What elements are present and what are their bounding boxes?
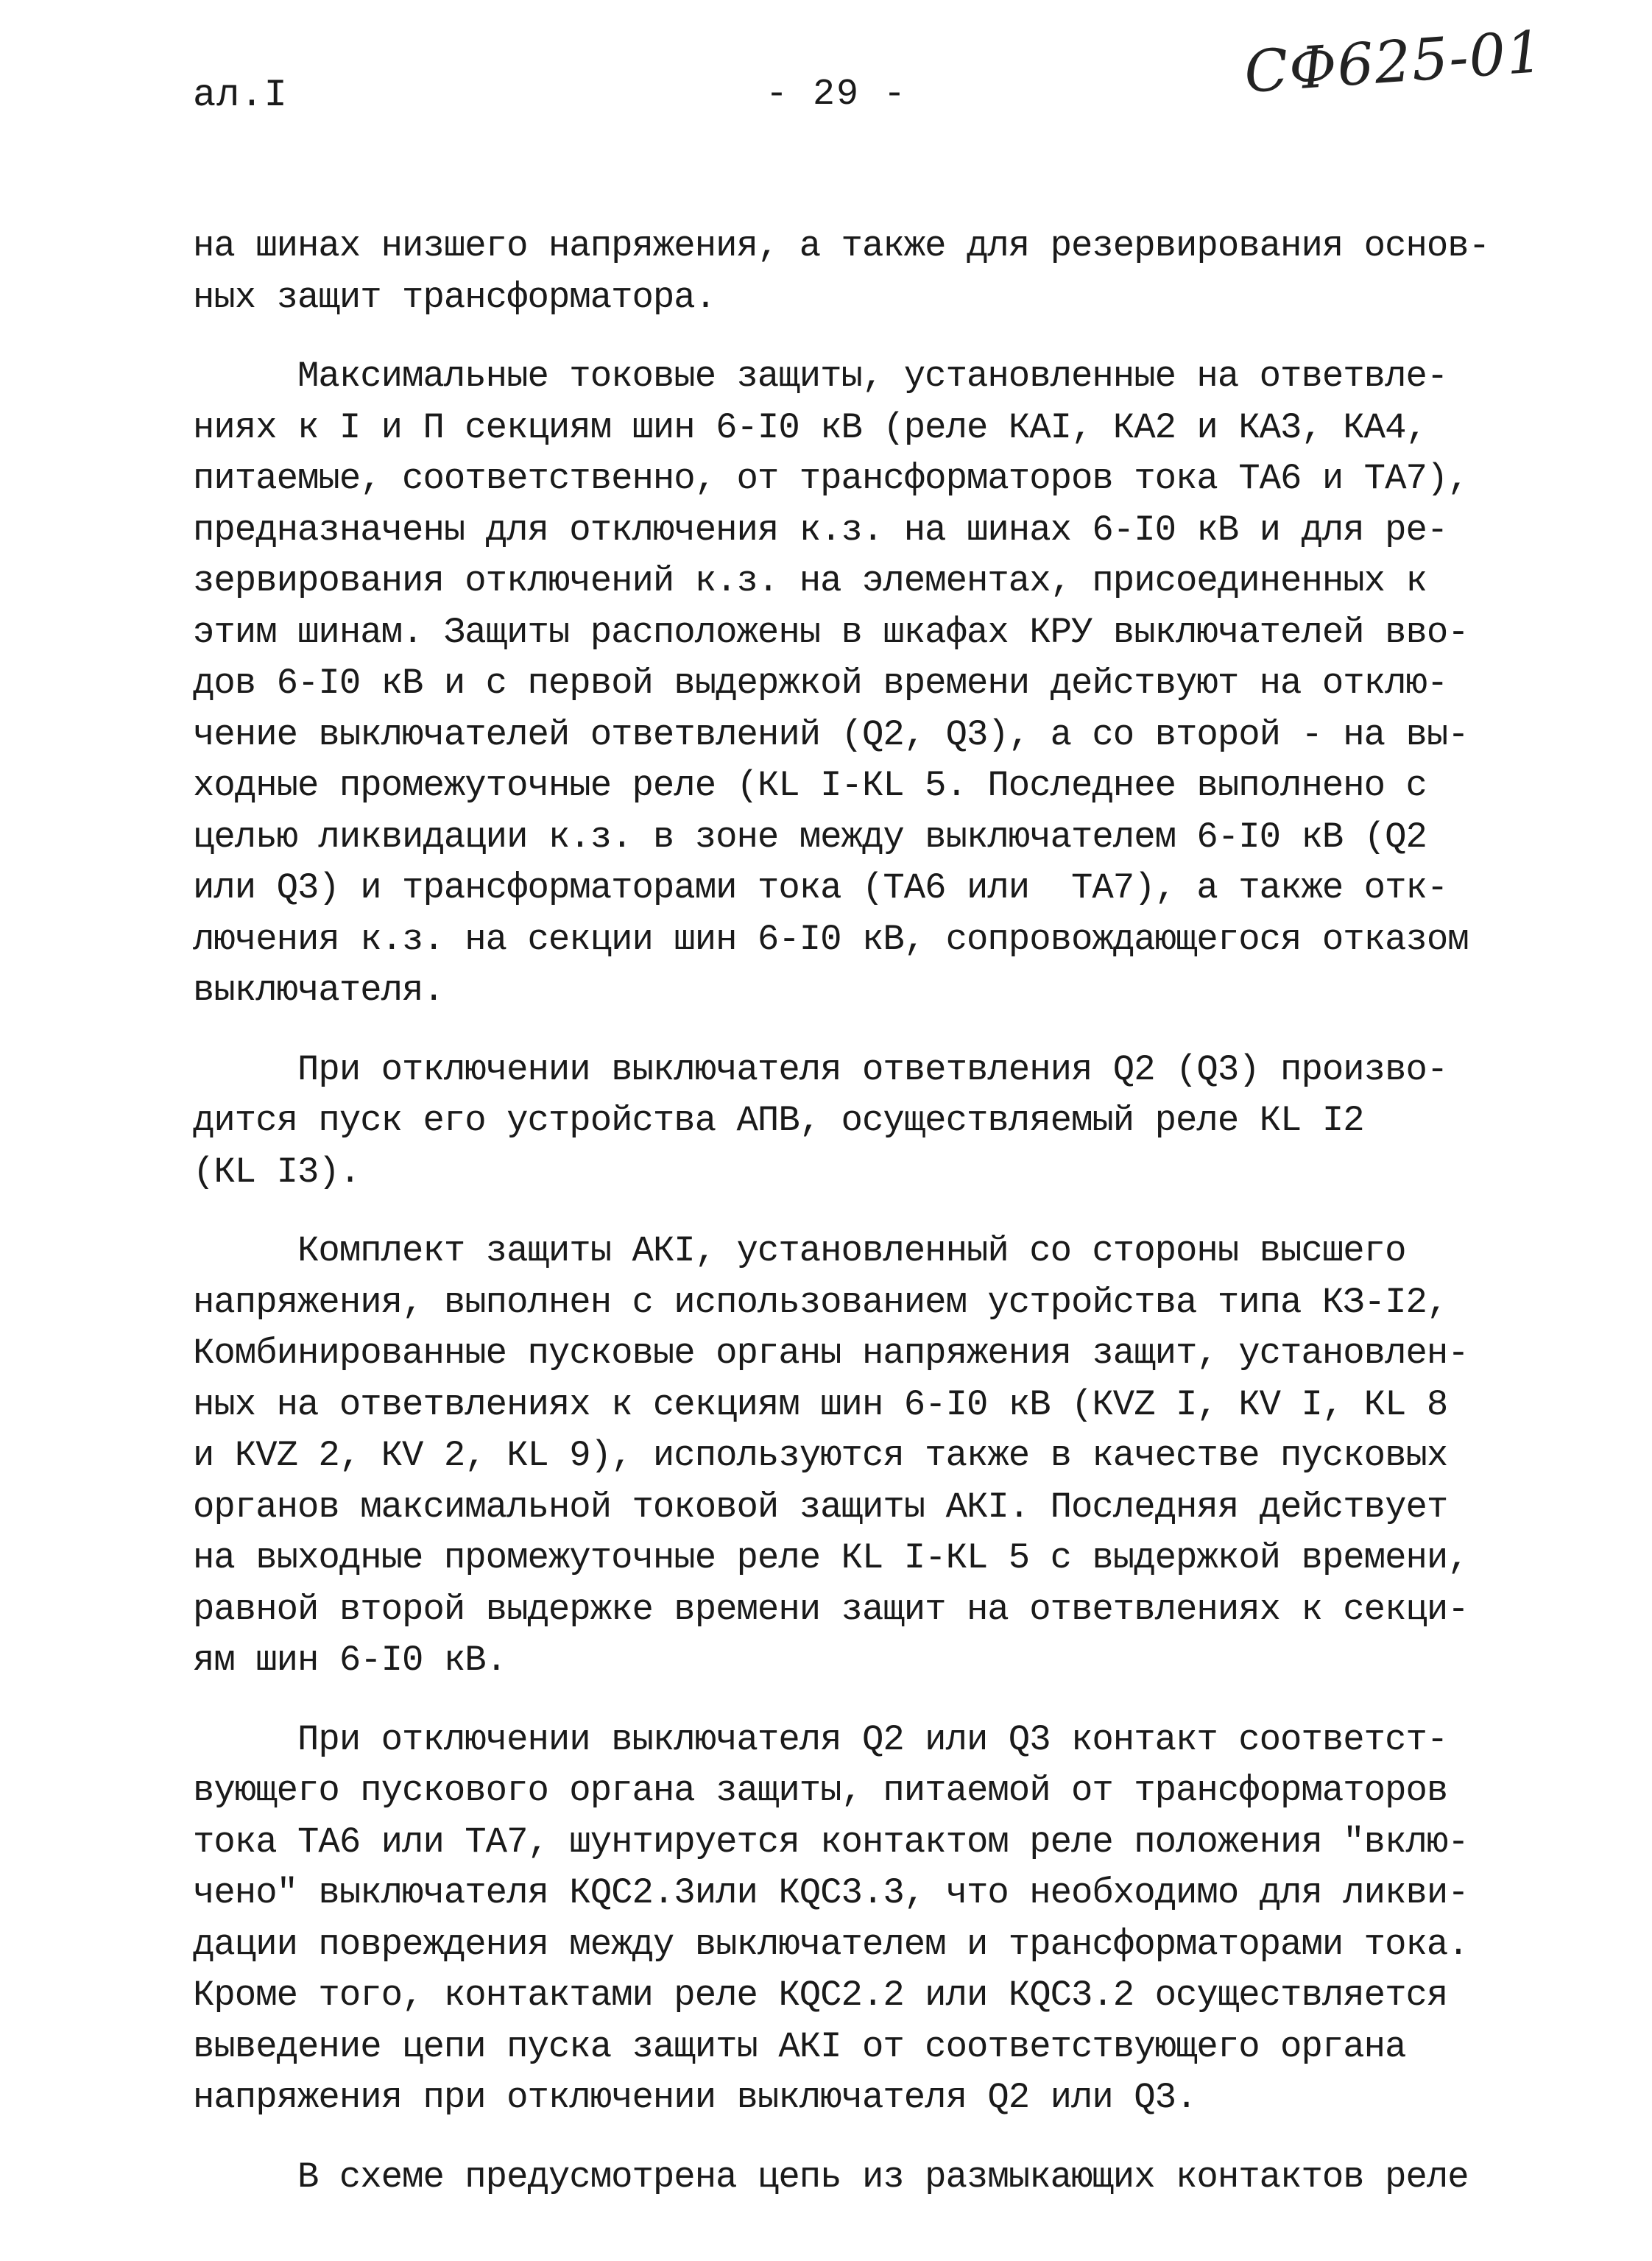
text-line: дации повреждения между выключателем и трансформаторами тока.: [193, 1923, 1469, 1965]
text-line: зервирования отключений к.з. на элементах, присоединенных к: [193, 560, 1427, 602]
text-line: этим шинам. Защиты расположены в шкафах КРУ выключателей вво-: [193, 611, 1469, 653]
page-number: - 29 -: [766, 74, 908, 116]
text-line: Комбинированные пусковые органы напряжения защит, установлен-: [193, 1333, 1469, 1374]
text-line: выведение цепи пуска защиты АКI от соответствующего органа: [193, 2025, 1406, 2067]
paragraph-spacer: [193, 1198, 1489, 1226]
paragraph-spacer: [193, 323, 1489, 351]
text-line: напряжения, выполнен с использованием устройства типа КЗ-I2,: [193, 1281, 1448, 1323]
text-line: (КL I3).: [193, 1151, 361, 1193]
paragraph: [193, 351, 1489, 1017]
document-body: [193, 221, 1489, 2203]
text-line: чено" выключателя КQС2.3или КQС3.3, что необходимо для ликви-: [193, 1872, 1469, 1913]
paragraph-spacer: [193, 2124, 1489, 2152]
text-line: предназначены для отключения к.з. на шинах 6-I0 кВ и для ре-: [193, 509, 1448, 551]
text-line: Кроме того, контактами реле КQС2.2 или КQС3.2 осуществляется: [193, 1975, 1448, 2016]
text-line: дов 6-I0 кВ и с первой выдержкой времени действуют на отклю-: [193, 663, 1448, 704]
text-line: и КVZ 2, КV 2, КL 9), используются также в качестве пусковых: [193, 1435, 1448, 1476]
text-line: ниях к I и П секциям шин 6-I0 кВ (реле КАI, КА2 и КА3, КА4,: [193, 406, 1427, 448]
text-line: Комплект защиты АКI, установленный со стороны высшего: [193, 1230, 1406, 1271]
text-line: целью ликвидации к.з. в зоне между выключателем 6-I0 кВ (Q2: [193, 816, 1427, 858]
text-line: на шинах низшего напряжения, а также для резервирования основ-: [193, 225, 1490, 267]
text-line: Максимальные токовые защиты, установленные на ответвле-: [193, 356, 1448, 397]
text-line: органов максимальной токовой защиты АКI. Последняя действует: [193, 1486, 1448, 1528]
text-line: питаемые, соответственно, от трансформаторов тока ТА6 и ТА7),: [193, 458, 1469, 499]
text-line: При отключении выключателя ответвления Q2 (Q3) произво-: [193, 1048, 1448, 1090]
text-line: ных защит трансформатора.: [193, 276, 716, 318]
text-line: напряжения при отключении выключателя Q2 или Q3.: [193, 2077, 1197, 2118]
paragraph: [193, 1715, 1489, 2124]
text-line: чение выключателей ответвлений (Q2, Q3), а со второй - на вы-: [193, 713, 1469, 755]
text-line: В схеме предусмотрена цепь из размыкающих контактов реле: [193, 2156, 1469, 2198]
paragraph: [193, 2152, 1489, 2204]
sheet-label: ал.I: [193, 74, 288, 117]
paragraph-spacer: [193, 1687, 1489, 1715]
text-line: на выходные промежуточные реле КL I-КL 5 с выдержкой времени,: [193, 1537, 1469, 1579]
text-line: При отключении выключателя Q2 или Q3 контакт соответст-: [193, 1718, 1448, 1760]
text-line: дится пуск его устройства АПВ, осуществляемый реле КL I2: [193, 1100, 1364, 1141]
text-line: лючения к.з. на секции шин 6-I0 кВ, сопровождающегося отказом: [193, 918, 1469, 960]
paragraph: [193, 1045, 1489, 1199]
handwritten-document-code: СФ625-01: [1242, 18, 1546, 107]
text-line: вующего пускового органа защиты, питаемой от трансформаторов: [193, 1770, 1448, 1811]
text-line: тока ТА6 или ТА7, шунтируется контактом реле положения "вклю-: [193, 1821, 1469, 1863]
paragraph: [193, 1226, 1489, 1687]
text-line: ных на ответвлениях к секциям шин 6-I0 кВ (КVZ I, КV I, КL 8: [193, 1383, 1448, 1425]
text-line: или Q3) и трансформаторами тока (ТА6 или ТА7), а также отк-: [193, 867, 1448, 909]
paragraph-spacer: [193, 1017, 1489, 1045]
text-line: ям шин 6-I0 кВ.: [193, 1640, 507, 1681]
text-line: ходные промежуточные реле (КL I-КL 5. Последнее выполнено с: [193, 765, 1427, 806]
text-line: равной второй выдержке времени защит на ответвлениях к секци-: [193, 1588, 1469, 1630]
paragraph: [193, 221, 1489, 323]
text-line: выключателя.: [193, 970, 444, 1011]
